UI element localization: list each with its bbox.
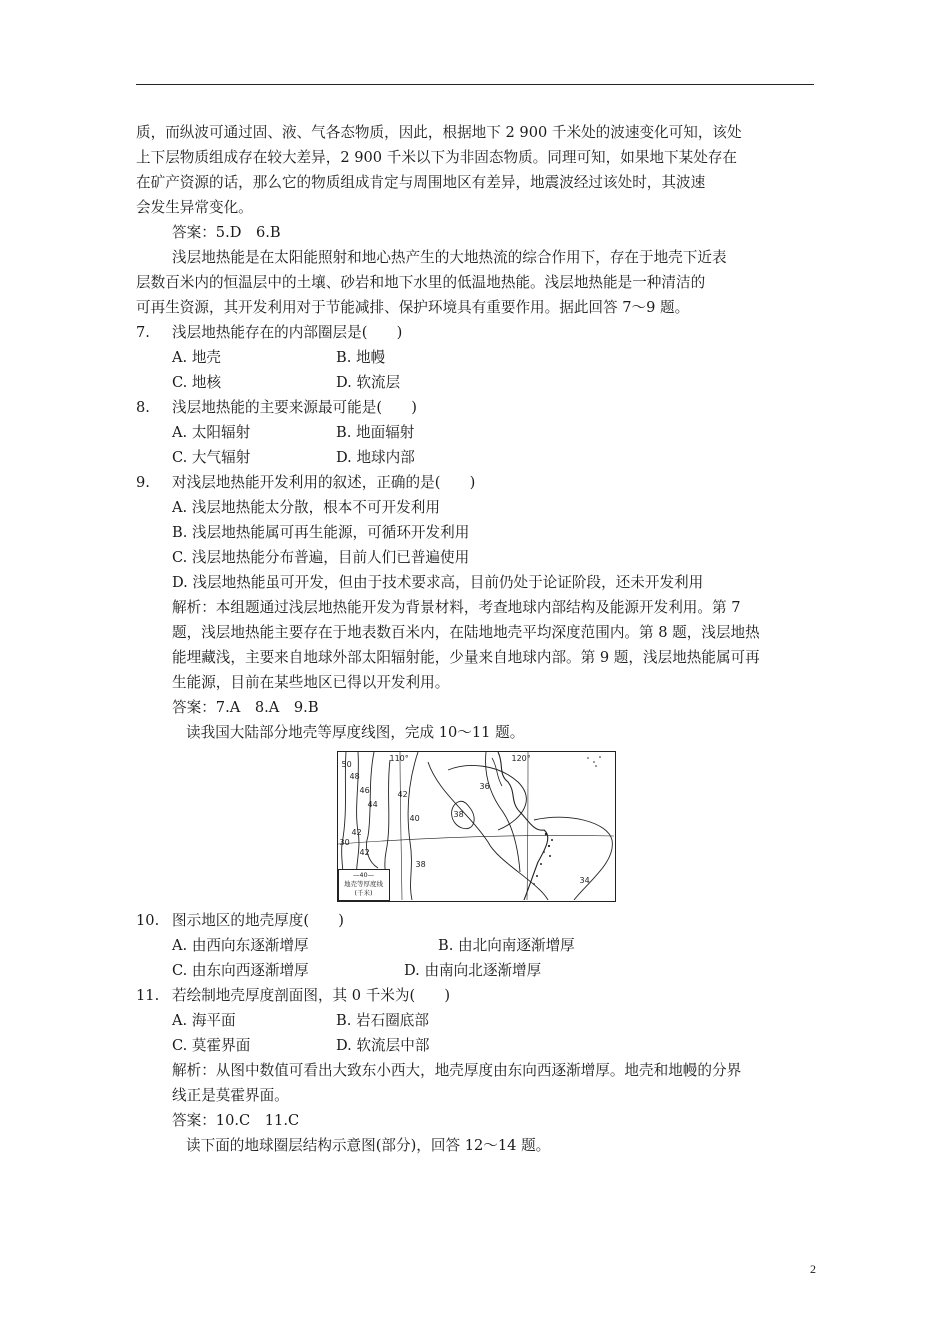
map-figure <box>136 751 816 902</box>
analysis-line: 解析：从图中数值可看出大致东小西大，地壳厚度由东向西逐渐增厚。地壳和地幔的分界 <box>172 1062 742 1079</box>
option-c: C. 大气辐射 <box>172 449 251 466</box>
intro-line: 浅层地热能是在太阳能照射和地心热产生的大地热流的综合作用下，存在于地壳下近表 <box>172 249 727 266</box>
page-number: 2 <box>810 1262 816 1276</box>
header-rule <box>136 84 814 85</box>
question-text: 对浅层地热能开发利用的叙述，正确的是( ) <box>172 474 476 491</box>
map-legend <box>338 869 390 901</box>
contour-label: 42 <box>397 790 408 799</box>
question-text: 浅层地热能存在的内部圈层是( ) <box>172 324 403 341</box>
options-8 <box>136 420 816 470</box>
legend-unit: (千米) <box>354 889 373 897</box>
option-b: B. 岩石圈底部 <box>336 1012 429 1029</box>
contour-label: 48 <box>349 772 360 781</box>
option-c: C. 地核 <box>172 374 222 391</box>
analysis-line: 能埋藏浅，主要来自地球外部太阳辐射能，少量来自地球内部。第 9 题，浅层地热能属可再 <box>172 649 760 666</box>
question-number: 11. <box>136 987 160 1004</box>
question-number: 7. <box>136 324 150 341</box>
option-a: A. 浅层地热能太分散，根本不可开发利用 <box>172 499 440 516</box>
intro-line: 读下面的地球圈层结构示意图(部分)，回答 12～14 题。 <box>186 1137 551 1154</box>
intro-line: 读我国大陆部分地壳等厚度线图，完成 10～11 题。 <box>186 724 525 741</box>
option-b: B. 由北向南逐渐增厚 <box>438 937 575 954</box>
paragraph-line: 会发生异常变化。 <box>136 199 253 216</box>
question-9 <box>136 470 816 495</box>
page-content <box>136 120 816 1158</box>
question-text: 图示地区的地壳厚度( ) <box>172 912 344 929</box>
options-10 <box>136 933 816 983</box>
intro-line: 层数百米内的恒温层中的土壤、砂岩和地下水里的低温地热能。浅层地热能是一种清洁的 <box>136 274 706 291</box>
paragraph-line: 上下层物质组成存在较大差异，2 900 千米以下为非固态物质。同理可知，如果地下某处存在 <box>136 149 737 166</box>
options-7 <box>136 345 816 395</box>
question-text: 若绘制地壳厚度剖面图，其 0 千米为( ) <box>172 987 451 1004</box>
option-a: A. 海平面 <box>172 1012 236 1029</box>
option-b: B. 地面辐射 <box>336 424 415 441</box>
option-b: B. 浅层地热能属可再生能源，可循环开发利用 <box>172 524 470 541</box>
paragraph-line: 在矿产资源的话，那么它的物质组成肯定与周围地区有差异，地震波经过该处时，其波速 <box>136 174 706 191</box>
question-10 <box>136 908 816 933</box>
crust-thickness-map <box>337 751 616 902</box>
question-7 <box>136 320 816 345</box>
contour-label: 34 <box>579 876 590 885</box>
contour-label: 38 <box>453 810 464 819</box>
option-a: A. 由西向东逐渐增厚 <box>172 937 309 954</box>
option-c: C. 莫霍界面 <box>172 1037 251 1054</box>
option-b: B. 地幔 <box>336 349 386 366</box>
contour-label: 44 <box>367 800 378 809</box>
answer-line: 答案：7.A 8.A 9.B <box>172 699 319 716</box>
contour-label: 50 <box>341 760 352 769</box>
analysis-line: 题，浅层地热能主要存在于地表数百米内，在陆地地壳平均深度范围内。第 8 题，浅层地热 <box>172 624 760 641</box>
question-11 <box>136 983 816 1008</box>
question-text: 浅层地热能的主要来源最可能是( ) <box>172 399 417 416</box>
question-8 <box>136 395 816 420</box>
option-d: D. 地球内部 <box>336 449 415 466</box>
option-d: D. 软流层 <box>336 374 401 391</box>
option-d: D. 浅层地热能虽可开发，但由于技术要求高，目前仍处于论证阶段，还未开发利用 <box>172 574 704 591</box>
answer-line: 答案：10.C 11.C <box>172 1112 300 1129</box>
question-number: 10. <box>136 912 160 929</box>
contour-label: 38 <box>415 860 426 869</box>
legend-value: 40 <box>359 871 368 879</box>
option-c: C. 由东向西逐渐增厚 <box>172 962 309 979</box>
longitude-label: 120° <box>511 754 531 763</box>
option-d: D. 软流层中部 <box>336 1037 430 1054</box>
option-a: A. 地壳 <box>172 349 222 366</box>
contour-label: 42 <box>351 828 362 837</box>
contour-label: 30 <box>339 838 350 847</box>
intro-line: 可再生资源，其开发利用对于节能减排、保护环境具有重要作用。据此回答 7～9 题。 <box>136 299 690 316</box>
paragraph-line: 质，而纵波可通过固、液、气各态物质，因此，根据地下 2 900 千米处的波速变化可知，该处 <box>136 124 742 141</box>
legend-sample: —40— <box>352 871 375 879</box>
contour-label: 46 <box>359 786 370 795</box>
option-a: A. 太阳辐射 <box>172 424 251 441</box>
options-11 <box>136 1008 816 1058</box>
contour-label: 42 <box>359 848 370 857</box>
question-number: 8. <box>136 399 150 416</box>
contour-label: 40 <box>409 814 420 823</box>
option-c: C. 浅层地热能分布普遍，目前人们已普遍使用 <box>172 549 470 566</box>
analysis-line: 线正是莫霍界面。 <box>172 1087 289 1104</box>
analysis-line: 解析：本组题通过浅层地热能开发为背景材料，考查地球内部结构及能源开发利用。第 7 <box>172 599 741 616</box>
options-9 <box>136 495 816 595</box>
answer-line: 答案：5.D 6.B <box>172 224 281 241</box>
question-number: 9. <box>136 474 150 491</box>
longitude-label: 110° <box>389 754 409 763</box>
analysis-line: 生能源，目前在某些地区已得以开发利用。 <box>172 674 450 691</box>
option-d: D. 由南向北逐渐增厚 <box>404 962 542 979</box>
legend-label: 地壳等厚度线 <box>344 880 383 888</box>
contour-label: 36 <box>479 782 490 791</box>
